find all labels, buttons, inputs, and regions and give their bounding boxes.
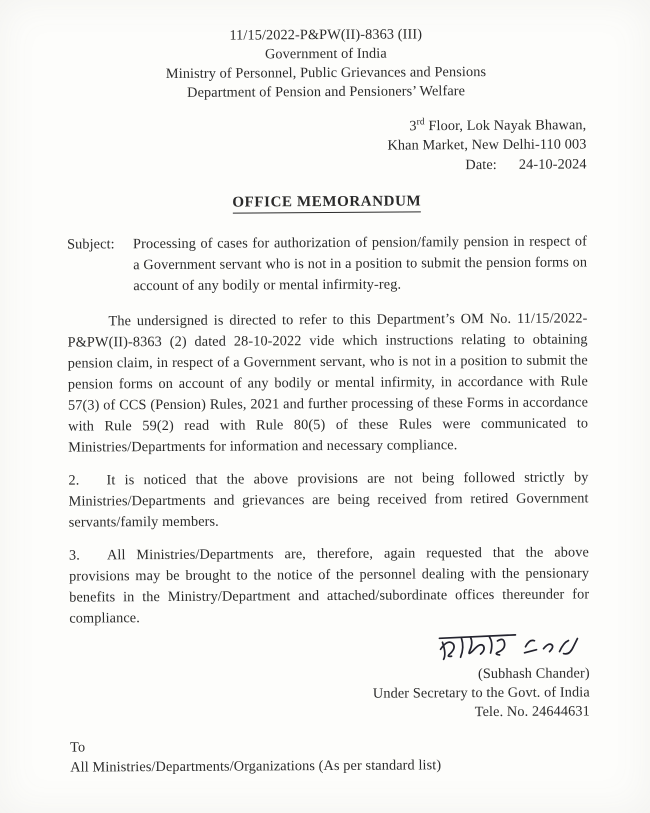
subject-text: Processing of cases for authorization of pension/family pension in respect of a Government servant who is not in a position to submit the pension forms on account of any bodily or mental infirmity-reg. bbox=[132, 233, 588, 295]
recipient-list: All Ministries/Departments/Organizations (As per standard list) bbox=[70, 757, 442, 776]
org-line-ministry: Ministry of Personnel, Public Grievances and Pensions bbox=[165, 64, 487, 82]
org-line-department: Department of Pension and Pensioners’ Welfare bbox=[187, 83, 466, 101]
address-line-2: Khan Market, New Delhi-110 003 bbox=[387, 136, 587, 154]
body-paragraph-3 bbox=[69, 543, 590, 630]
signatory-designation: Under Secretary to the Govt. of India bbox=[372, 684, 590, 702]
address-line-1 bbox=[66, 112, 586, 138]
date-label: Date: bbox=[465, 156, 497, 173]
signature-block bbox=[69, 629, 590, 725]
letterhead bbox=[66, 24, 586, 103]
reference-number: 11/15/2022-P&PW(II)-8363 (III) bbox=[229, 26, 423, 44]
title-row bbox=[67, 193, 587, 215]
body-paragraph-1: The undersigned is directed to refer to this Department’s OM No. 11/15/2022-P&PW(II)-8363 (2) dated 28-10-2022 vide which instructions relating to obtaining pension claim, in respect of a Government servant, who is not in a position to submit the pension forms on account of any bodily or mental infirmity, in accordance with Rule 57(3) of CCS (Pension) Rules, 2021 and further processing of these Forms in accordance with Rule 59(2) read with Rule 80(5) of these Rules were communicated to Ministries/Departments for information and necessary compliance. bbox=[67, 310, 589, 456]
paragraph-3-number: 3. bbox=[68, 547, 80, 564]
address-line-1-rest: Floor, Lok Nayak Bhawan, bbox=[424, 117, 587, 135]
date-line bbox=[67, 155, 587, 178]
address-block bbox=[66, 112, 586, 177]
signature-scribble bbox=[437, 629, 587, 666]
memo-title: OFFICE MEMORANDUM bbox=[232, 194, 421, 214]
subject-block bbox=[67, 232, 587, 298]
paragraph-2-text: It is noticed that the above provisions are not being followed strictly by Ministries/Departments and grievances are being received from retired Government servants/family members. bbox=[68, 469, 589, 531]
body-paragraph-2 bbox=[68, 468, 588, 534]
address-floor-number: 3 bbox=[409, 118, 417, 135]
paragraph-3-text: All Ministries/Departments are, therefore, again requested that the above provisions may be brought to the notice of the personnel dealing with the pensionary benefits in the Ministry/Department and attached/subordinate offices thereunder for compliance. bbox=[69, 544, 590, 627]
date-value: 24-10-2024 bbox=[518, 156, 587, 173]
org-line-government: Government of India bbox=[264, 45, 387, 63]
memo-content bbox=[66, 24, 591, 777]
recipient-label: To bbox=[70, 739, 86, 756]
signatory-phone: Tele. No. 24644631 bbox=[474, 703, 590, 721]
paragraph-2-number: 2. bbox=[68, 472, 80, 489]
address-ordinal: rd bbox=[416, 117, 425, 128]
subject-label: Subject: bbox=[66, 236, 115, 253]
recipient-block bbox=[70, 736, 590, 778]
signatory-name: (Subhash Chander) bbox=[477, 665, 590, 683]
